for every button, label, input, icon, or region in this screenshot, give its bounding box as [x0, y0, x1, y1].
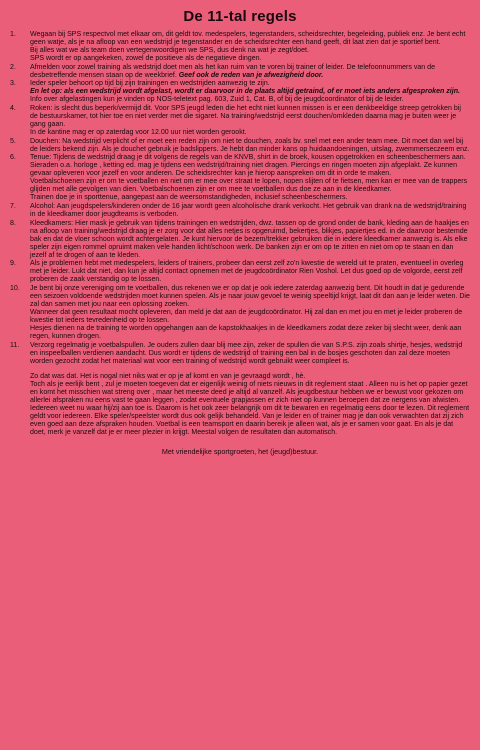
- rule-number: 6.: [10, 154, 16, 162]
- rule-text: Je bent bij onze vereniging om te voetballen, dus rekenen we er op dat je ook iedere zaterdag aanwezig bent. Dit houdt in dat je gedurende een seizoen voldoende wedstrijden moet kunnen spelen. Als je naar jouw gevoel te weinig speeltijd krijgt, laat dit dan aan je leider weten. Die zal dan samen met jou naar een oplossing zoeken.: [30, 284, 470, 309]
- rule-emphasis: Geef ook de reden van je afwezigheid door.: [178, 71, 324, 79]
- rule-text: Trainen doe je in sporttenue, aangepast aan de weersomstandigheden, inclusief scheenbeschermers.: [30, 194, 348, 202]
- rule-number: 1.: [10, 31, 16, 38]
- rule-item: [10, 285, 470, 341]
- rule-number: 5.: [10, 137, 16, 145]
- rule-item: [10, 203, 470, 219]
- rule-text: Afmelden voor zowel training als wedstrijd doet men als het kan ruim van te voren bij trainer of leider. De telefoonnummers van de desbetreffende mensen staan op de weekbrief.: [30, 63, 436, 79]
- rule-text: Info over afgelastingen kun je vinden op NOS-teletext pag. 603, Zuid 1, Cat. B, of bij de jeugdcoordinator of bij de leider.: [30, 96, 404, 104]
- rule-emphasis: En let op: als een wedstrijd wordt afgelast, wordt er daarvoor in de plaats altijd getraind, of er moet iets anders afgesproken zijn.: [30, 88, 460, 96]
- signature: Met vriendelijke sportgroeten, het (jeugd)bestuur.: [161, 447, 319, 457]
- rule-number: 11.: [10, 341, 20, 349]
- rule-text: Roken: is slecht dus beperk/vermijd dit. Voor SPS jeugd leden die het echt niet kunnen missen is er een denkbeeldige streep getrokken bij de bestuurskamer, tot hier toe en niet verder met die sigaret. Na training/wedstrijd eerst douchen/omkleden daarna mag je buiten weer je gang gaan.: [30, 104, 461, 129]
- rule-number: 10.: [10, 284, 20, 292]
- rule-text: Verzorg regelmatig je voetbalspullen. Je ouders zullen daar blij mee zijn, zeker de spullen die van S.P.S. zijn zoals shirtje, hesjes, wedstrijd en inspeelballen verdienen aandacht. Dus wordt er tijdens de wedstrijd of training een bal in de bosjes geschoten dan zal deze moeten worden gezocht zodat het materiaal wat voor een training of wedstrijd wordt gebruikt weer compleet is.: [30, 341, 463, 365]
- rule-text: Als je problemen hebt met medespelers, leiders of trainers, probeer dan eerst zelf zo'n kwestie de wereld uit te praten, eventueel in overleg met je leider. Lukt dat niet, dan kun je altijd contact opnemen met de jeugdcoördinator Rien Voshol. Let dus goed op de volgorde, eerst zelf proberen de zaak verstandig op te lossen.: [30, 260, 464, 284]
- rule-text: SPS wordt er op aangekeken, zowel de positieve als de negatieve dingen.: [30, 55, 262, 63]
- rule-text: Alcohol: Aan jeugdspelers/kinderen onder de 16 jaar wordt geen alcoholische drank verkocht. Het gebruik van drank na de wedstrijd/training in de kleedkamer door jeugdteams is verboden.: [30, 202, 467, 219]
- rule-text: Bij alles wat we als team doen vertegenwoordigen we SPS, dus denk na wat je zegt/doet.: [30, 47, 309, 55]
- rule-item: [10, 154, 470, 202]
- rule-item: [10, 138, 470, 154]
- rule-text: Tenue: Tijdens de wedstrijd draag je dit volgens de regels van de KNVB, shirt in de broek, kousen opgetrokken en scheenbeschermers aan. Sieraden o.a. horloge , ketting ed. mag je tijdens een wedstrijd/training niet dragen. Piercings en ringen moeten zijn afgeplakt. Ze kunnen gevaar opleveren voor jezelf en voor anderen. De scheidsrechter kan je hierop aanspreken om dit in orde te maken.: [30, 154, 466, 178]
- rule-text: Kleedkamers: Hier mask je gebruik van tijdens trainingen en wedstrijden, dwz. tassen op de grond onder de bank, kleding aan de haakjes en na afloop van training/wedstrijd draag je er zorg voor dat alles netjes is opgeruimd, bekertjes, blikjes, papiertjes ed. in de daarvoor bestemde bak en dat de vloer schoon wordt achtergelaten. Je kunt hiervoor de bezem/trekker gebruiken die in iedere kleedkamer aanwezig is. Als elke speler zijn eigen rommel opruimt maken vele handen licht/schoon werk. De banken zijn er om op te zitten en niet om op te staan en dan jezelf af te drogen of aan te kleden.: [30, 219, 469, 259]
- rule-text: Douchen: Na wedstrijd verplicht of er moet een reden zijn om niet te douchen, zoals bv. snel met een ander team mee. Dit moet dan wel bij de leiders bekend zijn. Als je douchet gebruik je badslippers. Je hebt dan minder kans op huidaandoeningen, uitslag, zwemmerseczeem enz.: [30, 137, 470, 153]
- closing-section: [10, 373, 470, 437]
- rule-text: Hesjes dienen na de training te worden opgehangen aan de kapstokhaakjes in de kleedkamers zodat deze zeker bij slecht weer, denk aan regen, kunnen drogen.: [30, 325, 462, 341]
- rule-text: Ieder speler behoort op tijd bij zijn trainingen en wedstrijden aanwezig te zijn.: [30, 80, 270, 88]
- rule-text: In de kantine mag er op zaterdag voor 12.00 uur niet worden gerookt.: [30, 129, 247, 137]
- rule-number: 9.: [10, 260, 16, 268]
- rule-text: Wanneer dat geen resultaat mocht opleveren, dan meld je dat aan de jeugdcoördinator. Hij zal dan en met jou en met je leider proberen de kwestie tot ieders tevredenheid op te lossen.: [30, 309, 463, 325]
- rule-item: [10, 260, 470, 284]
- rule-number: 7.: [10, 202, 16, 210]
- closing-paragraph: Zo dat was dat. Het is nogal niet niks wat er op je af komt en van je gevraagd wordt , hè.: [30, 372, 306, 380]
- rule-item: [10, 105, 470, 137]
- rules-list: [10, 31, 470, 366]
- rule-item: [10, 220, 470, 260]
- rule-number: 4.: [10, 104, 16, 112]
- rule-text: Wegaan bij SPS respectvol met elkaar om, dit geldt tov. medespelers, tegenstanders, scheidsrechter, begeleiding, publiek enz. Je bent echt geen watje, als je na afloop van een wedstrijd je tegenstander en de scheidsrechter een hand geeft, dit laat zien dat je sportief bent.: [30, 31, 466, 47]
- rule-item: [10, 64, 470, 80]
- rule-item: [10, 342, 470, 366]
- rule-number: 8.: [10, 219, 16, 227]
- rule-number: 3.: [10, 80, 16, 88]
- page-title: De 11-tal regels: [183, 8, 297, 25]
- rule-text: Voetbalschoenen zijn er om te voetballen en niet om er mee over straat te lopen, nopen slijten of te fietsen, men kan er mee van de trappers glijden met alle gevolgen van dien. Voetbalschoenen zijn er om mee te voetballen dus doe ze aan in de kleedkamer.: [30, 178, 468, 194]
- closing-paragraph: Toch als je eerlijk bent , zul je moeten toegeven dat er eigenlijk weinig of niets nieuws in dit reglement staat . Alleen nu is het op papier gezet en komt het misschien wat streng over , maar het meeste deed je altijd al vanzelf. Als jeugdbestuur hebben we er bewust voor gekozen om allerlei afspraken nu eens vast te gaan leggen , zodat eventuele grapjassen er zich niet op kunnen beroepen dat ze nergens van afwisten. Iedereen weet nu waar hij/zij aan toe is. Daarom is het ook zeer belangrijk om dit te bewaren en regelmatig eens door te lezen. Dit reglement geldt voor iedereen. Elke speler/speelster wordt dus ook gelijk behandeld. Van je leider en of trainer mag je dan ook verwachten dat zij zich even goed aan deze afspraken houden. Voetbal is een teamsport en daarin bereik je alleen wat, als je er samen voor gaat. En als je dat doet, merk je vanzelf dat je er meer plezier in krijgt. Meestal volgen de resultaten dan automatisch.: [30, 380, 470, 437]
- rule-item: [10, 80, 470, 104]
- rule-number: 2.: [10, 63, 16, 71]
- rule-item: [10, 31, 470, 63]
